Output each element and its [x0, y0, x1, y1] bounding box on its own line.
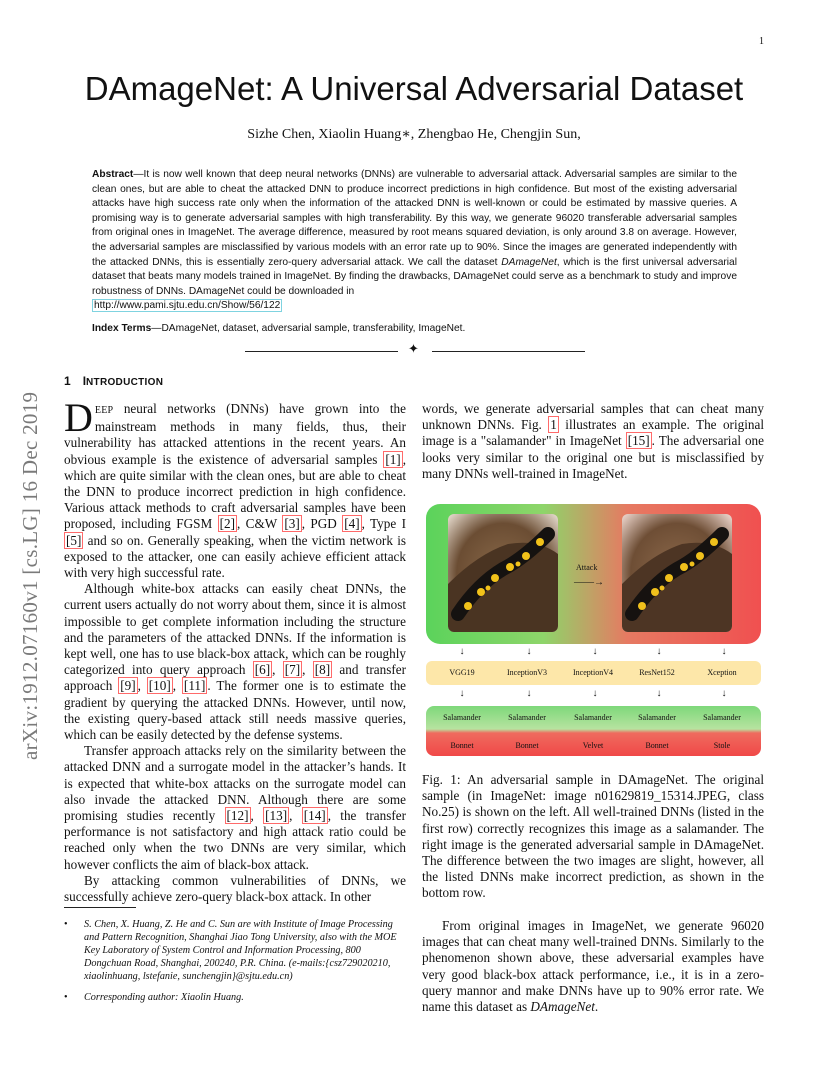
down-arrow-icon: ↓	[721, 688, 727, 699]
download-link[interactable]: http://www.pami.sjtu.edu.cn/Show/56/122	[94, 300, 281, 312]
adversarial-prediction: Bonnet	[450, 741, 474, 750]
footnote-text: Corresponding author: Xiaolin Huang.	[84, 992, 244, 1003]
section-number: 1	[64, 374, 71, 388]
paragraph-3	[64, 743, 406, 873]
dropcap-rest: EEP	[94, 405, 114, 416]
text-run: Although white-box attacks can easily cheat DNNs, the current users actually do not worry about them, since it is almost impossible to get complete information including the structure and the parameters of the attacked DNNs. If the information is kept well, one has to use black-box attack, which can be roughly categorized into query approach	[64, 581, 406, 678]
footnote-affiliation	[64, 918, 406, 983]
text-run: ,	[289, 808, 302, 824]
citation-link[interactable]: [4]	[344, 516, 360, 532]
down-arrow-icon: ↓	[459, 688, 465, 699]
text-run: and so on. Generally speaking, when the victim network is exposed to the attacker, one can easily achieve efficient attack with very high successful rate.	[64, 532, 406, 581]
text-run: . The adversarial one looks very similar to the original one but is misclassified by many DNNs well-trained in ImageNet.	[422, 433, 764, 481]
figure-caption: Fig. 1: An adversarial sample in DAmageNet. The original sample (in ImageNet: image n01629819_15314.JPEG, class No.25) is shown on the left. All well-trained DNNs (listed in the first row) correctly recognizes this image as a salamander. The right image is the generated adversarial sample in DAmageNet. The difference between the two images are slight, however, all the listed DNNs make incorrect prediction, as shown in the bottom row.	[422, 772, 764, 901]
adversarial-prediction: Bonnet	[515, 741, 539, 750]
text-run: ,	[272, 662, 283, 678]
paragraph-2	[64, 581, 406, 743]
attack-arrow-icon: ——→	[574, 577, 604, 588]
text-run: , Type I	[361, 516, 407, 532]
text-run: words, we generate adversarial samples that can cheat many unknown DNNs. Fig.	[422, 401, 764, 433]
text-run: , which are quite similar with the clean ones, but are able to cheat the DNN to produce incorrect prediction in high confidence. Various attack methods to craft adversarial samples have been proposed, including FGSM	[64, 451, 406, 532]
separator-diamond-icon: ✦	[408, 341, 419, 356]
original-salamander-image	[448, 514, 558, 632]
abstract	[92, 168, 737, 314]
citation-link[interactable]: [5]	[66, 532, 82, 548]
abstract-label: Abstract	[92, 169, 134, 180]
model-name: InceptionV3	[507, 668, 547, 677]
original-prediction: Salamander	[574, 713, 612, 722]
separator-line-left	[245, 351, 398, 352]
text-run: .	[594, 999, 599, 1015]
footnotes	[64, 918, 406, 1012]
paragraph-6	[422, 918, 764, 1015]
down-arrow-icon: ↓	[721, 646, 727, 657]
paper-title: DAmageNet: A Universal Adversarial Dataset	[84, 70, 744, 107]
text-run: and transfer approach	[64, 662, 407, 694]
citation-link[interactable]: [1]	[385, 451, 401, 467]
model-name: ResNet152	[639, 668, 675, 677]
adversarial-salamander-image	[622, 514, 732, 632]
citation-link[interactable]: [7]	[284, 662, 301, 678]
drop-cap: D	[64, 395, 93, 440]
text-run: ,	[250, 808, 264, 824]
figure-reference-link[interactable]: 1	[550, 417, 557, 433]
separator-line-right	[432, 351, 585, 352]
down-arrow-icon: ↓	[592, 688, 598, 699]
paragraph-4: By attacking common vulnerabilities of DNNs, we successfully achieve zero-query black-box attack. In other	[64, 872, 406, 905]
citation-link[interactable]: [6]	[254, 662, 271, 678]
text-run: , PGD	[301, 516, 343, 532]
original-prediction: Salamander	[508, 713, 546, 722]
citation-link[interactable]: [11]	[183, 678, 206, 694]
text-run: ,	[172, 678, 182, 694]
text-run: neural networks (DNNs) have grown into the mainstream methods in many fields, thus, their vulnerability has attacked attentions in the recent years. An obvious example is the existence of adversarial samples	[64, 401, 406, 467]
arrow-row-bottom	[426, 688, 761, 700]
text-run: Transfer approach attacks rely on the similarity between the attacked DNN and a surrogate model in the attacker’s hands. It is expected that white-box attacks on the surrogate model can also invade the attacked DNN. Although there are some promising studies recently	[64, 743, 406, 824]
section-title-first: I	[82, 374, 87, 388]
section-separator	[245, 341, 585, 358]
text-run: , C&W	[236, 516, 283, 532]
model-row	[426, 661, 761, 685]
citation-link[interactable]: [15]	[627, 433, 650, 449]
figure-1	[426, 504, 761, 759]
prediction-table	[426, 706, 761, 756]
down-arrow-icon: ↓	[526, 688, 532, 699]
adversarial-prediction: Velvet	[582, 741, 604, 750]
abstract-text: —It is now well known that deep neural networks (DNNs) are vulnerable to adversarial attack. Adversarial samples are similar to the clean ones, but are able to cheat the attacked DNN to produce incorrect predictions in high confidence. But most of the existing adversarial attacks have high success rate only when the information of the attacked DNN is well-known or could be estimated by massive queries. A promising way is to generate adversarial samples with high transferability. By this way, we generate 96020 transferable adversarial samples from original ones in ImageNet. The average difference, measured by root means squared deviation, is only around 3.8 on average. However, the adversarial samples are misclassified by various models with an error rate up to 90%. Since the images are generated independently with the attacked DNNs, this is essentially zero-query adversarial attack. We call the dataset	[92, 169, 737, 268]
bullet: •	[64, 992, 68, 1003]
text-run: From original images in ImageNet, we generate 96020 images that can cheat many well-trained DNNs. Similarly to the phenomenon shown above, these adversarial examples have very good black-box attack performance, i.e., it is in a zero-query mannor and make DNNs have up to 90% error rate. We name this dataset as	[422, 918, 764, 1015]
arrow-row-top	[426, 646, 761, 658]
arxiv-stamp: arXiv:1912.07160v1 [cs.LG] 16 Dec 2019	[18, 391, 42, 760]
text-run: , the transfer performance is not satisfactory and high attack ratio could be reached only when the two DNNs are very similar, which however conflicts the aim of black-box attack.	[64, 808, 406, 872]
index-terms	[92, 323, 465, 334]
bullet: •	[64, 919, 68, 930]
footnote-corresponding	[64, 991, 406, 1004]
adversarial-prediction: Bonnet	[645, 741, 669, 750]
down-arrow-icon: ↓	[459, 646, 465, 657]
right-column	[422, 401, 764, 482]
citation-link[interactable]: [8]	[314, 662, 331, 678]
paragraph-1	[64, 395, 407, 581]
image-comparison-panel	[426, 504, 761, 644]
index-terms-text: —DAmageNet, dataset, adversarial sample, transferability, ImageNet.	[151, 323, 466, 334]
citation-link[interactable]: [14]	[303, 808, 326, 824]
abstract-text-2: , which is the first universal adversarial dataset that beats many models trained in ImageNet. By finding the drawbacks, DAmageNet could serve as a benchmark to study and improve robustness of DNNs. DAmageNet could be downloaded in	[92, 256, 737, 297]
attack-label: Attack	[576, 563, 598, 572]
down-arrow-icon: ↓	[592, 646, 598, 657]
model-name: InceptionV4	[573, 668, 613, 677]
original-prediction: Salamander	[638, 713, 676, 722]
citation-link[interactable]: [3]	[284, 516, 300, 532]
footnote-text: S. Chen, X. Huang, Z. He and C. Sun are with Institute of Image Processing and Pattern Recognition, Shanghai Jiao Tong University, also with the MOE Key Laboratory of System Control and Information Processing, 800 Dongchuan Road, Shanghai, 200240, P.R. China. (e-mails:{csz729020210, xiaolinhuang, lstefanie, sunchengjin}@sjtu.edu.cn)	[84, 919, 397, 982]
index-terms-label: Index Terms	[92, 323, 152, 334]
text-run: ,	[137, 678, 147, 694]
citation-link[interactable]: [12]	[226, 808, 249, 824]
adversarial-prediction: Stole	[713, 741, 731, 750]
left-column	[64, 395, 407, 905]
citation-link[interactable]: [9]	[120, 678, 136, 694]
paper-authors: Sizhe Chen, Xiaolin Huang∗, Zhengbao He, Chengjin Sun,	[247, 127, 581, 142]
dataset-name: DAmageNet	[530, 999, 595, 1015]
text-run: illustrates an example. The original image is a "salamander" in ImageNet	[422, 417, 764, 449]
page-number: 1	[759, 36, 764, 47]
section-heading	[64, 374, 163, 388]
citation-link[interactable]: [13]	[265, 808, 288, 824]
citation-link[interactable]: [10]	[148, 678, 171, 694]
text-run: . The former one is to estimate the gradient by querying the attacked DNNs. However, until now, the existing query-based attack still needs massive queries, which can be easily detected by the defense systems.	[64, 678, 407, 743]
paragraph-5	[422, 401, 764, 482]
citation-link[interactable]: [2]	[219, 516, 235, 532]
original-prediction: Salamander	[443, 713, 481, 722]
model-name: VGG19	[449, 668, 475, 677]
down-arrow-icon: ↓	[656, 688, 662, 699]
down-arrow-icon: ↓	[656, 646, 662, 657]
section-title-rest: NTRODUCTION	[86, 377, 164, 388]
text-run: ,	[302, 662, 313, 678]
original-prediction: Salamander	[703, 713, 741, 722]
down-arrow-icon: ↓	[526, 646, 532, 657]
abstract-dataset-name: DAmageNet	[501, 256, 557, 268]
footnote-rule	[64, 907, 136, 908]
model-name: Xception	[707, 668, 737, 677]
